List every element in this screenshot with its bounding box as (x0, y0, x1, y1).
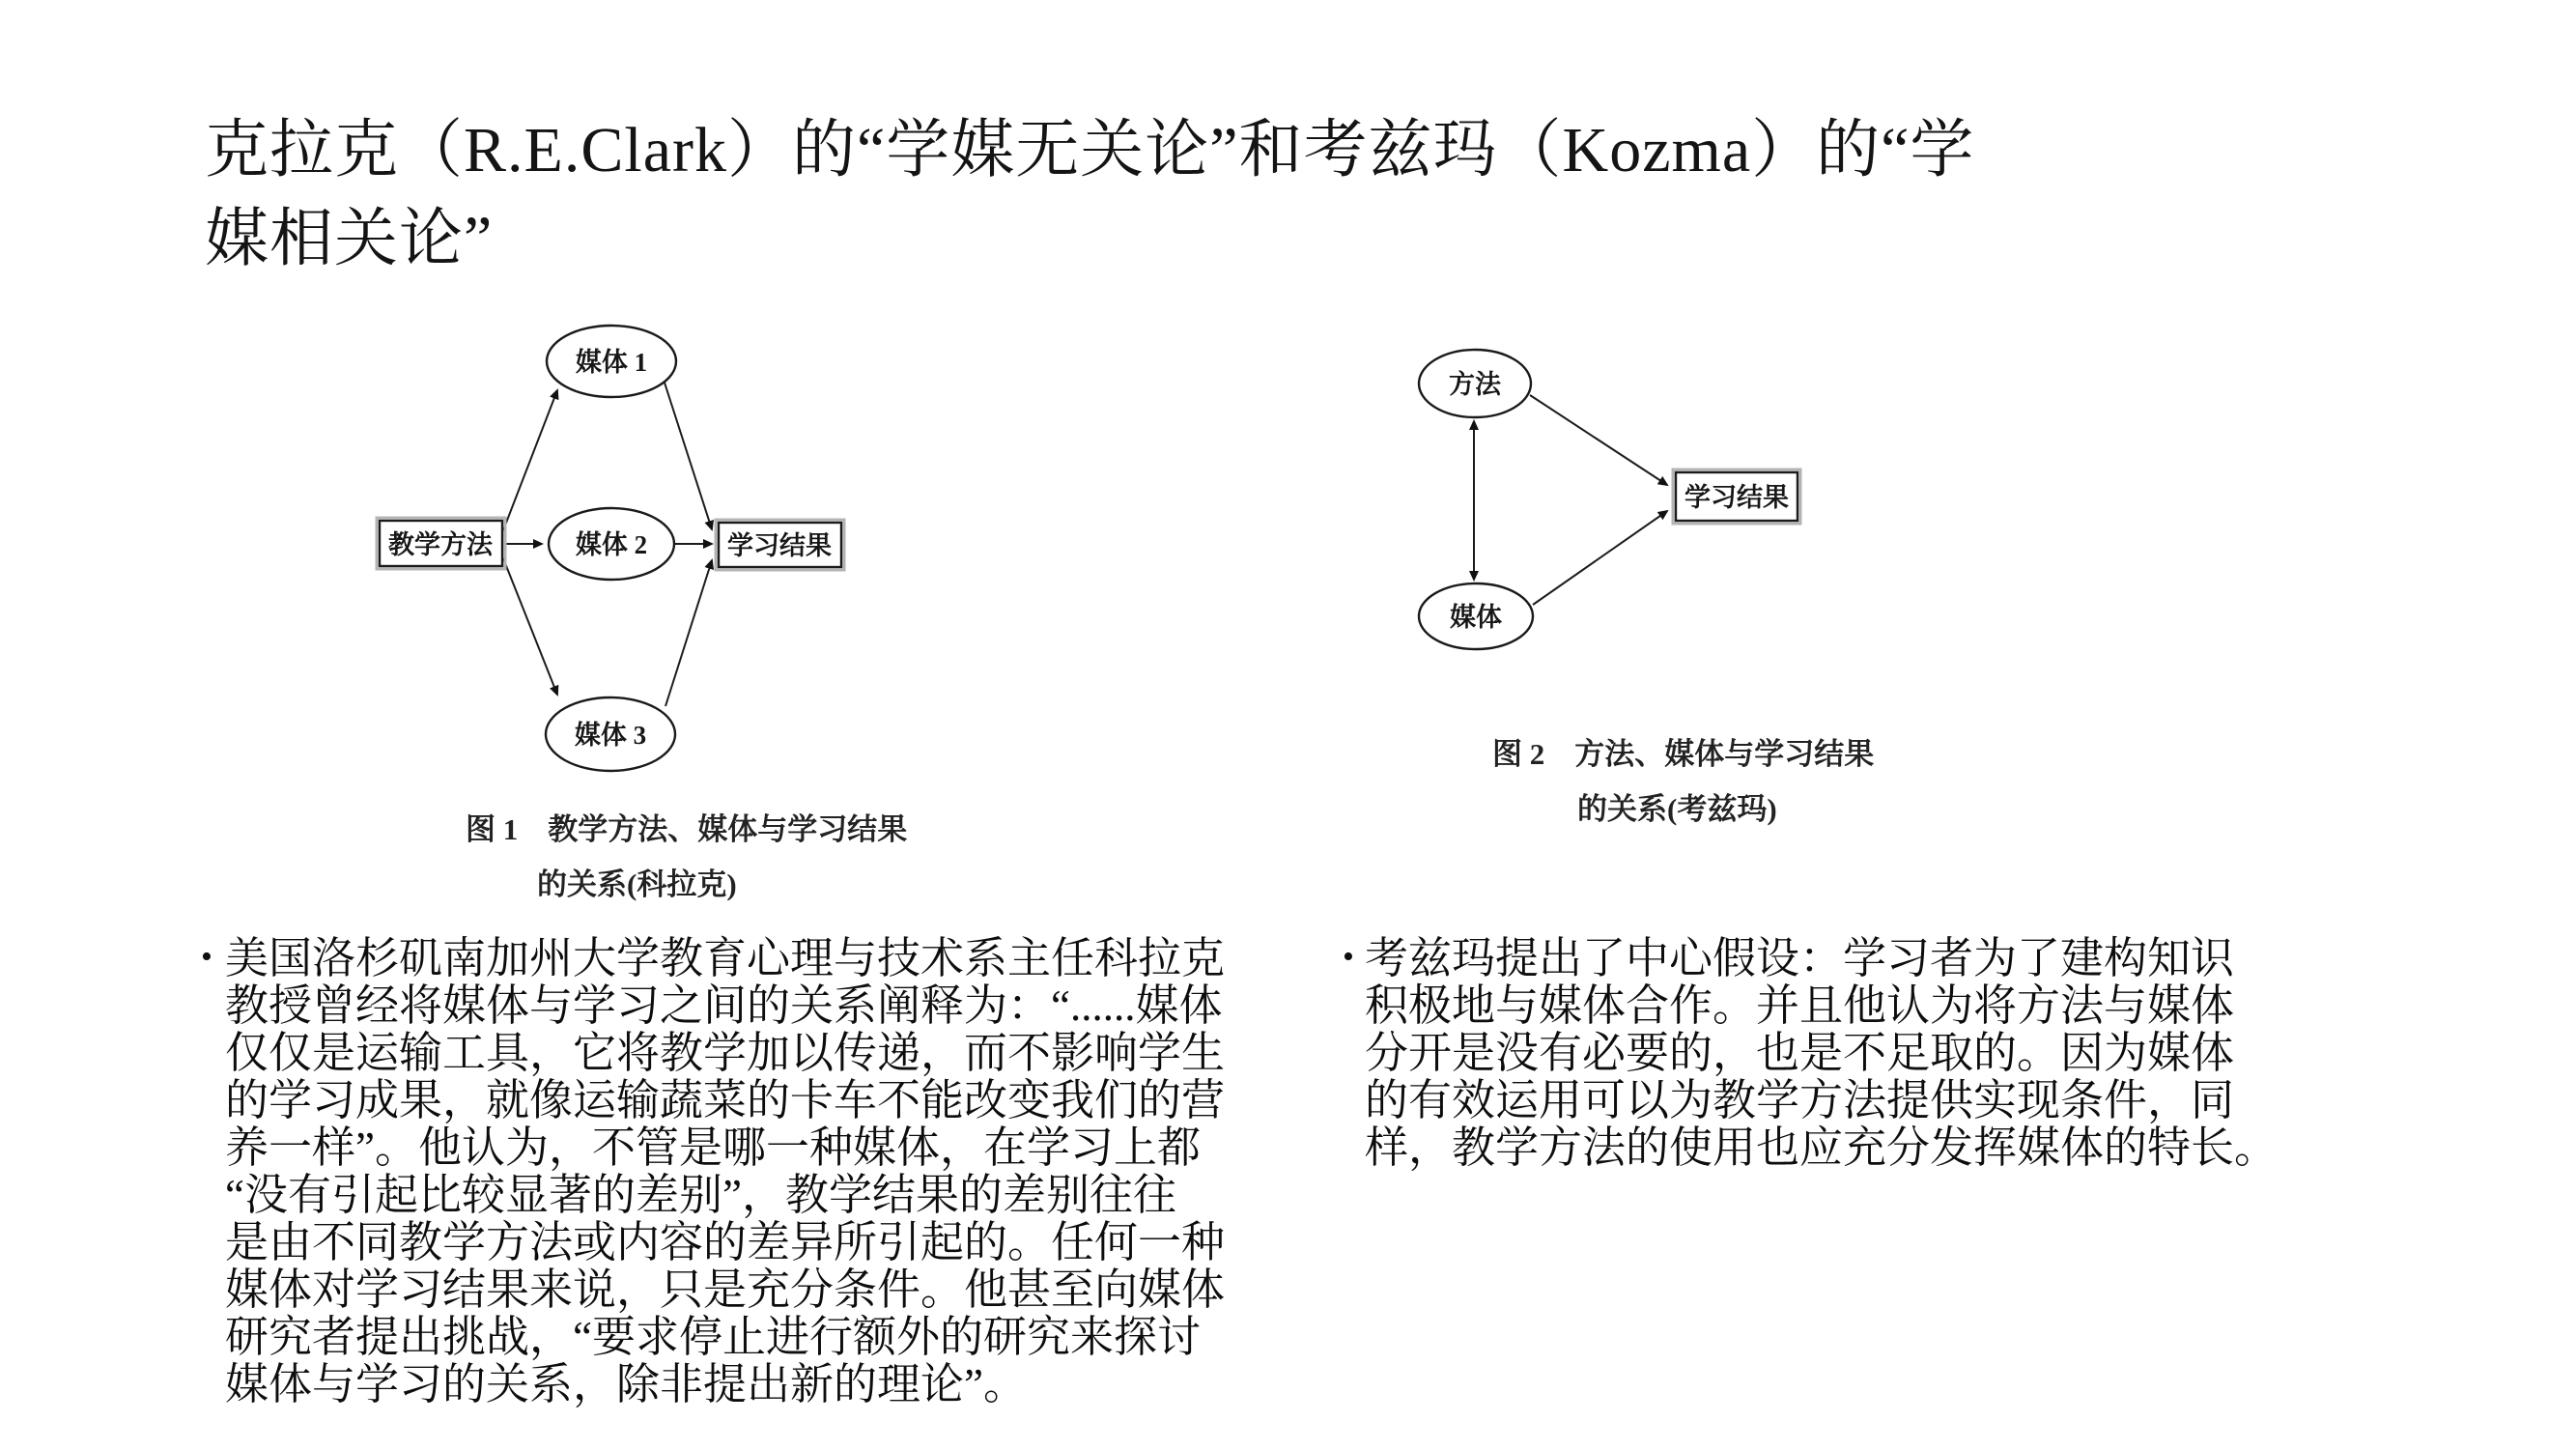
figure1-caption-line1: 图 1 教学方法、媒体与学习结果 (466, 812, 908, 846)
arrow-method-to-result (1530, 395, 1667, 485)
text-line: 媒体对学习结果来说，只是充分条件。他甚至向媒体 (225, 1265, 1226, 1314)
arrow-media-to-result (1533, 511, 1667, 605)
media1-label: 媒体 1 (575, 348, 648, 377)
right-bullet-icon: • (1343, 939, 1354, 975)
method-label: 方法 (1449, 370, 1501, 399)
left-bullet-icon: • (201, 939, 212, 975)
arrow-method-to-media1 (503, 390, 557, 530)
figure1-caption (466, 811, 907, 902)
figure1-diagram (357, 321, 1087, 782)
arrow-method-to-media3 (503, 558, 557, 695)
text-line: 媒体与学习的关系，除非提出新的理论”。 (225, 1360, 1027, 1408)
teaching-method-label: 教学方法 (388, 530, 493, 559)
arrow-media3-to-result (665, 560, 712, 706)
learning-result2-label: 学习结果 (1684, 483, 1789, 512)
media2-label: 媒体 2 (575, 530, 648, 559)
text-line: 的学习成果，就像运输蔬菜的卡车不能改变我们的营 (225, 1076, 1226, 1124)
learning-result-label: 学习结果 (727, 531, 832, 560)
title-line-2: 媒相关论” (205, 204, 494, 274)
left-bullet-text (225, 935, 1225, 1408)
text-line: 美国洛杉矶南加州大学教育心理与技术系主任科拉克 (225, 934, 1226, 982)
figure2-caption-line1: 图 2 方法、媒体与学习结果 (1492, 737, 1875, 771)
text-line: 教授曾经将媒体与学习之间的关系阐释为：“......媒体 (225, 981, 1223, 1030)
text-line: 是由不同教学方法或内容的差异所引起的。任何一种 (225, 1218, 1226, 1266)
figure2-diagram (1401, 324, 2173, 689)
text-line: “没有引起比较显著的差别”，教学结果的差别往往 (225, 1171, 1176, 1219)
text-line: 养一样”。他认为，不管是哪一种媒体，在学习上都 (225, 1123, 1201, 1172)
text-line: 的有效运用可以为教学方法提供实现条件，同 (1365, 1076, 2235, 1124)
title-line-1: 克拉克（R.E.Clark）的“学媒无关论”和考兹玛（Kozma）的“学 (205, 115, 1975, 185)
text-line: 分开是没有必要的，也是不足取的。因为媒体 (1365, 1029, 2235, 1077)
text-line: 样，教学方法的使用也应充分发挥媒体的特长。 (1365, 1123, 2279, 1172)
text-line: 积极地与媒体合作。并且他认为将方法与媒体 (1365, 981, 2235, 1030)
page-title (205, 106, 1974, 284)
text-line: 研究者提出挑战，“要求停止进行额外的研究来探讨 (225, 1313, 1201, 1361)
text-line: 仅仅是运输工具，它将教学加以传递，而不影响学生 (225, 1029, 1226, 1077)
media-label: 媒体 (1450, 603, 1502, 632)
figure2-caption (1492, 736, 1874, 827)
arrow-media1-to-result (664, 380, 712, 529)
right-bullet-text (1365, 935, 2278, 1172)
figure1-caption-line2: 的关系(科拉克) (537, 867, 737, 901)
media3-label: 媒体 3 (574, 721, 647, 750)
figure2-caption-line2: 的关系(考兹玛) (1577, 792, 1777, 826)
text-line: 考兹玛提出了中心假设：学习者为了建构知识 (1365, 934, 2235, 982)
